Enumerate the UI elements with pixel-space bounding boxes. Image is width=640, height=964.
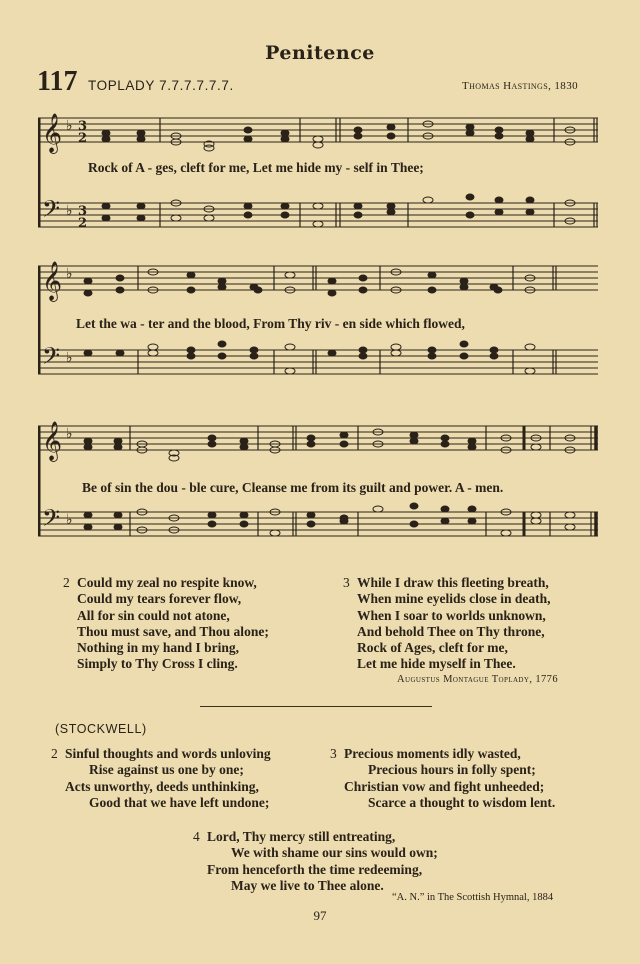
verse-line: Precious moments idly wasted, — [344, 746, 521, 761]
svg-text:♭: ♭ — [66, 266, 73, 282]
verse-line: Sinful thoughts and words unloving — [65, 746, 271, 761]
divider — [200, 706, 432, 707]
lyrics-line-3: Be of sin the dou - ble cure, Cleanse me from its guilt and power. A - men. — [82, 480, 504, 495]
verse-line: From henceforth the time redeeming, — [207, 861, 423, 877]
verse-line: Nothing in my hand I bring, — [77, 640, 240, 656]
verse-line: Acts unworthy, deeds unthinking, — [65, 778, 259, 794]
svg-text:𝄞: 𝄞 — [42, 261, 63, 301]
verse-line: And behold Thee on Thy throne, — [357, 623, 545, 639]
verse-line: Rock of Ages, cleft for me, — [357, 640, 508, 656]
alt-lyricist-credit: “A. N.” in The Scottish Hymnal, 1884 — [392, 892, 554, 903]
svg-text:𝄞: 𝄞 — [42, 113, 63, 153]
composer-credit: Thomas Hastings, 1830 — [462, 80, 578, 92]
music-system-3 — [38, 412, 600, 562]
music-system-1 — [38, 100, 600, 250]
verse-line: May we live to Thee alone. — [231, 877, 384, 893]
lyrics-line-2: Let the wa - ter and the blood, From Thy riv - en side which flowed, — [76, 316, 465, 331]
svg-text:♭: ♭ — [66, 203, 73, 219]
verse-line: Could my zeal no respite know, — [77, 575, 257, 590]
alt-verse-4 — [193, 829, 438, 894]
svg-text:2: 2 — [78, 131, 88, 146]
alt-tune-label: (STOCKWELL) — [55, 722, 147, 736]
verse-line: Lord, Thy mercy still entreating, — [207, 829, 396, 844]
verse-line: Simply to Thy Cross I cling. — [77, 656, 238, 672]
lyrics-line-1: Rock of A - ges, cleft for me, Let me hide my - self in Thee; — [88, 160, 424, 175]
verse-line: Scarce a thought to wisdom lent. — [368, 794, 556, 810]
verse-number: 2 — [51, 746, 58, 761]
verse-line: We with shame our sins would own; — [231, 845, 438, 861]
svg-text:𝄢: 𝄢 — [42, 342, 61, 375]
verse-number: 3 — [330, 746, 337, 761]
verse-line: Precious hours in folly spent; — [368, 762, 536, 778]
svg-text:2: 2 — [78, 216, 88, 231]
verse-line: Let me hide myself in Thee. — [357, 656, 516, 672]
verse-line: Rise against us one by one; — [89, 762, 244, 778]
verse-line: When I soar to worlds unknown, — [357, 607, 546, 623]
music-system-2 — [38, 252, 600, 392]
alt-verse-3 — [330, 746, 555, 811]
verse-line: When mine eyelids close in death, — [357, 591, 551, 607]
svg-text:3: 3 — [78, 119, 88, 134]
section-title: Penitence — [265, 42, 375, 64]
verse-line: Thou must save, and Thou alone; — [77, 623, 269, 639]
svg-text:♭: ♭ — [66, 512, 73, 528]
svg-text:♭: ♭ — [66, 426, 73, 442]
verse-3 — [343, 575, 551, 673]
verse-line: Good that we have left undone; — [89, 794, 270, 810]
alt-verse-2 — [51, 746, 271, 811]
lyricist-credit: Augustus Montague Toplady, 1776 — [397, 674, 558, 685]
verse-line: Christian vow and fight unheeded; — [344, 778, 545, 794]
verse-line: While I draw this fleeting breath, — [357, 575, 549, 590]
svg-text:♭: ♭ — [66, 118, 73, 134]
verse-line: Could my tears forever flow, — [77, 591, 242, 607]
verse-line: All for sin could not atone, — [77, 607, 230, 623]
tune-name: TOPLADY 7.7.7.7.7.7. — [88, 78, 234, 93]
svg-text:𝄞: 𝄞 — [42, 421, 63, 461]
verse-number: 2 — [63, 575, 70, 590]
verse-number: 3 — [343, 575, 350, 590]
verse-number: 4 — [193, 829, 200, 844]
svg-text:3: 3 — [78, 204, 88, 219]
svg-text:𝄢: 𝄢 — [42, 504, 61, 537]
svg-text:𝄢: 𝄢 — [42, 195, 61, 228]
hymn-number: 117 — [37, 66, 78, 97]
page-number: 97 — [313, 908, 327, 923]
svg-text:♭: ♭ — [66, 350, 73, 366]
verse-2 — [63, 575, 269, 673]
